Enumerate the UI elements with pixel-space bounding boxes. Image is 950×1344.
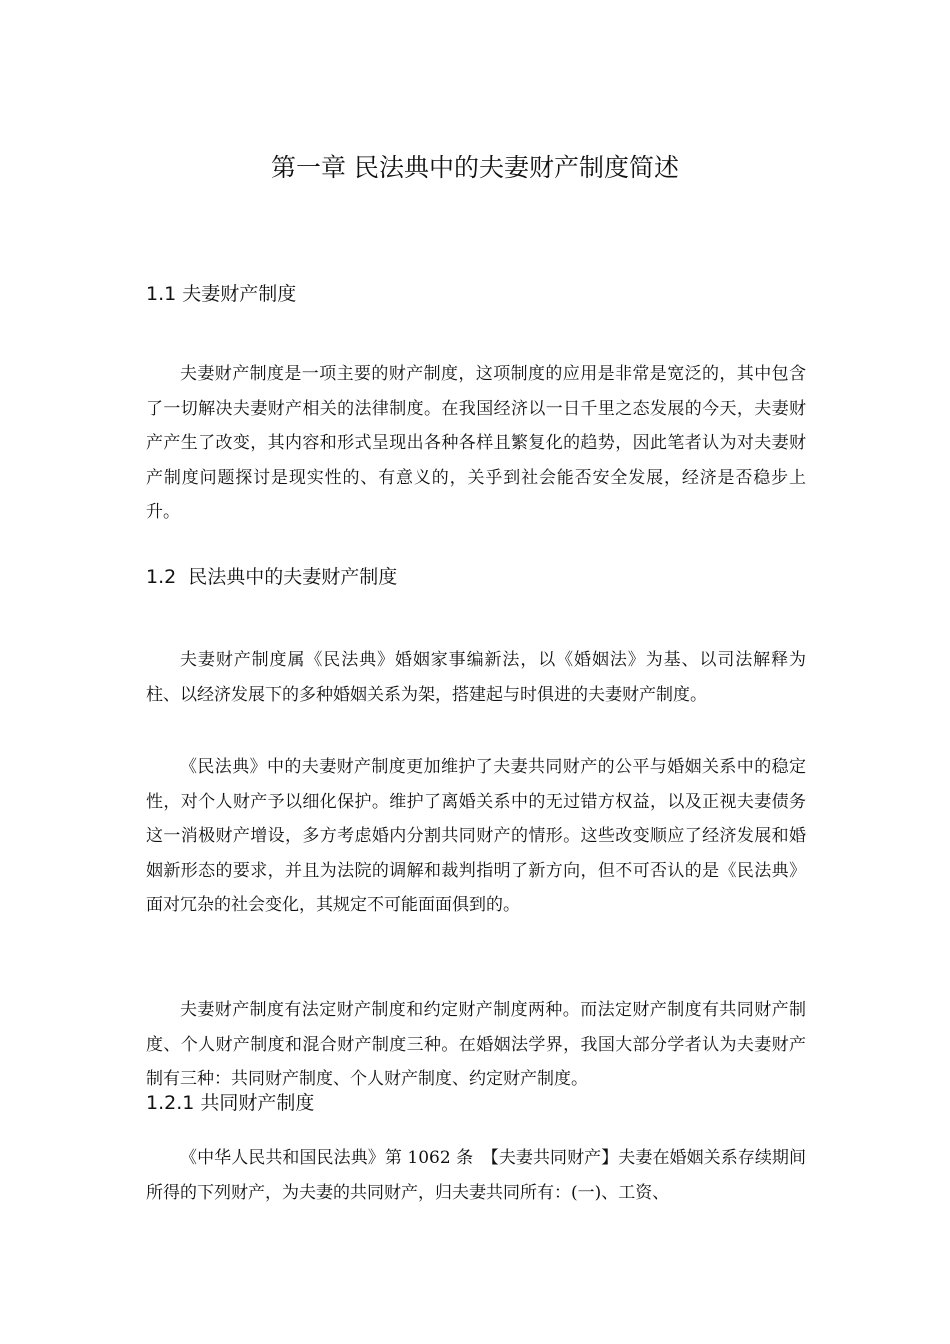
section-heading-1-1: 1.1 夫妻财产制度 (146, 283, 297, 305)
paragraph-1-2-b: 《民法典》中的夫妻财产制度更加维护了夫妻共同财产的公平与婚姻关系中的稳定性，对个人财产予以细化保护。维护了离婚关系中的无过错方权益，以及正视夫妻债务这一消极财产增设，多方考虑婚内分割共同财产的情形。这些改变顺应了经济发展和婚姻新形态的要求，并且为法院的调解和裁判指明了新方向，但不可否认的是《民法典》面对冗杂的社会变化，其规定不可能面面俱到的。 (146, 757, 806, 915)
paragraph-1-1-a: 夫妻财产制度是一项主要的财产制度，这项制度的应用是非常是宽泛的，其中包含了一切解决夫妻财产相关的法律制度。在我国经济以一日千里之态发展的今天，夫妻财产产生了改变，其内容和形式呈现出各种各样且繁复化的趋势，因此笔者认为对夫妻财产制度问题探讨是现实性的、有意义的，关乎到社会能否安全发展，经济是否稳步上升。 (146, 364, 806, 522)
chapter-title: 第一章 民法典中的夫妻财产制度简述 (271, 153, 679, 182)
paragraph-1-2-c: 夫妻财产制度有法定财产制度和约定财产制度两种。而法定财产制度有共同财产制度、个人财产制度和混合财产制度三种。在婚姻法学界，我国大部分学者认为夫妻财产制有三种：共同财产制度、个人财产制度、约定财产制度。 (146, 1000, 806, 1089)
paragraph-1-2-a: 夫妻财产制度属《民法典》婚姻家事编新法，以《婚姻法》为基、以司法解释为柱、以经济发展下的多种婚姻关系为架，搭建起与时俱进的夫妻财产制度。 (146, 650, 806, 705)
section-heading-1-2: 1.2 民法典中的夫妻财产制度 (146, 566, 398, 588)
paragraph-1-2-1-a: 《中华人民共和国民法典》第 1062 条 【夫妻共同财产】夫妻在婚姻关系存续期间所得的下列财产，为夫妻的共同财产，归夫妻共同所有：(一)、工资、 (146, 1148, 806, 1203)
section-heading-1-2-1: 1.2.1 共同财产制度 (146, 1092, 315, 1114)
